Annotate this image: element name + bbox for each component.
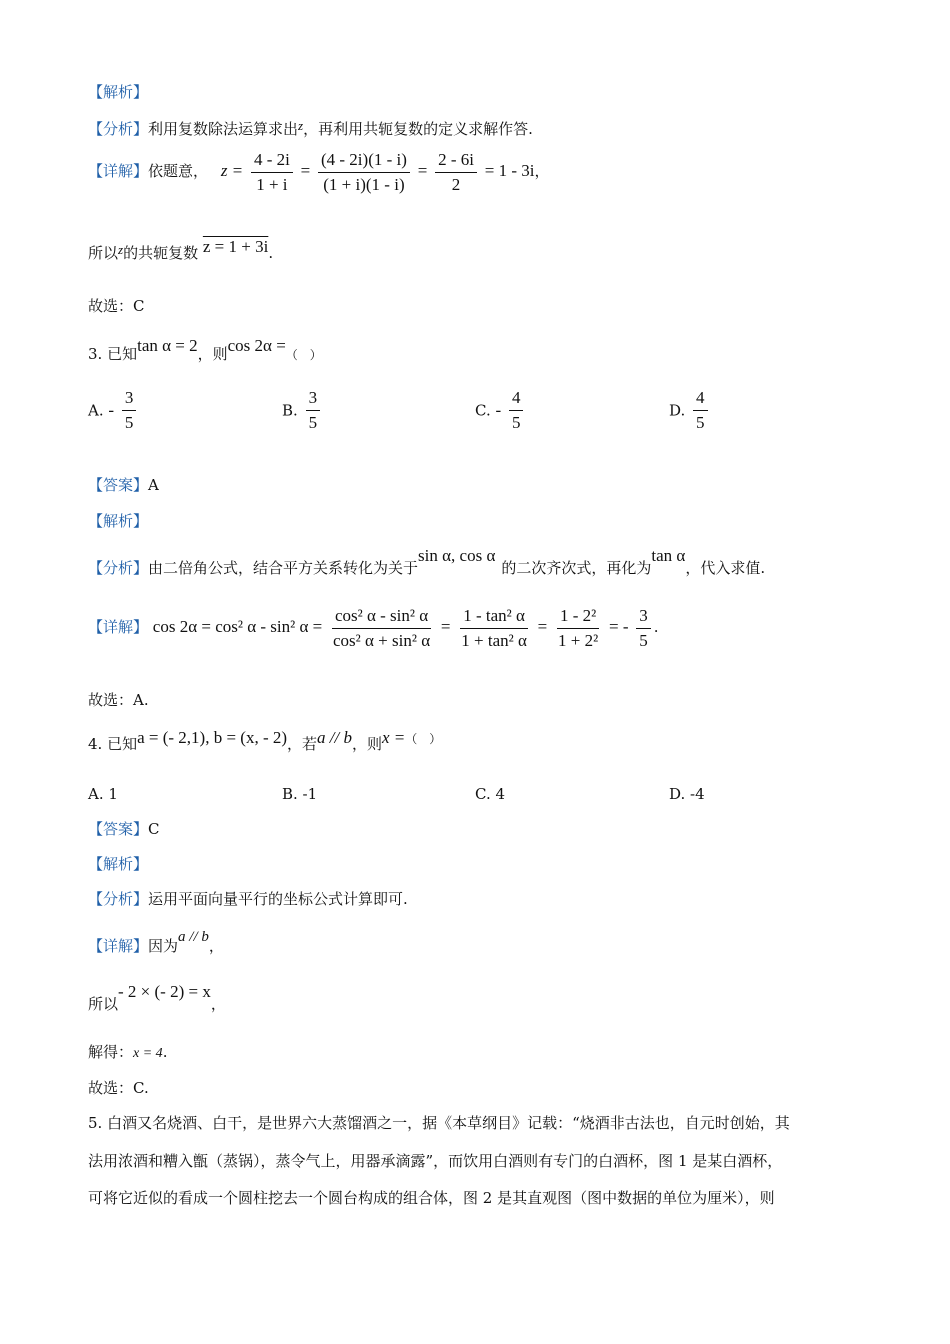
q3-option-b[interactable] [282, 388, 323, 433]
q4-stem-vectors: a = (- 2,1), b = (x, - 2) [137, 728, 288, 747]
q2-frac-3-num: 2 - 6i [435, 150, 477, 173]
q3-option-a[interactable] [88, 388, 139, 433]
q2-frac-2-den: (1 + i)(1 - i) [323, 174, 405, 194]
q4-option-b[interactable]: B. -1 [282, 785, 318, 803]
q4-stem-paren: （ ） [405, 732, 442, 746]
q3-detail-frac-3-num: 1 - 2² [557, 606, 599, 629]
q2-frac-1-den: 1 + i [256, 174, 288, 194]
q2-conj-expr: z = 1 + 3i [202, 237, 269, 256]
q2-conj-text-b: 的共轭复数 [123, 244, 199, 262]
q4-solve-text: 解得： [88, 1043, 134, 1061]
q2-frac-3 [435, 150, 477, 195]
q3-option-a-sign: - [108, 400, 115, 420]
q3-option-c-label: C. [475, 401, 491, 420]
q4-answer-tag: 【答案】 [88, 820, 149, 838]
q3-option-a-den: 5 [124, 413, 134, 432]
q2-analysis-text-a: 利用复数除法运算求出 [148, 120, 299, 138]
q3-option-b-num: 3 [306, 388, 321, 411]
q3-detail: 【详解】 cos 2α = cos² α - sin² α = $\frac{\text{cos² α - sin² α}}{\text{cos² α + sin² α}}$ = $\frac{\text{1 - tan² α}}{\text{1 + tan² α}}$ = $\frac{\text{1 - 2²}}{\text{1 + 2²}}$ = - $\frac{3}{5}$ . [88, 605, 659, 650]
q3-final-answer: 故选：A. [88, 691, 149, 709]
q3-analysis-tag: 【分析】 [88, 559, 149, 577]
q2-frac-3-den: 2 [451, 174, 461, 194]
q4-analysis-text: 运用平面向量平行的坐标公式计算即可. [148, 890, 408, 908]
q5-line-3: 可将它近似的看成一个圆柱挖去一个圆台构成的组合体，图 2 是其直观图（图中数据的单位为厘米），则 [88, 1189, 775, 1207]
q3-answer-line [88, 475, 159, 495]
q3-stem-a: 3. 已知 [88, 345, 138, 363]
q2-frac-2 [318, 150, 410, 195]
q3-option-a-label: A. [88, 401, 104, 420]
q4-solve-expr: x = 4 [133, 1046, 163, 1061]
q2-frac-2-num: (4 - 2i)(1 - i) [318, 150, 410, 173]
q3-detail-frac-2-num: 1 - tan² α [460, 606, 528, 629]
q4-stem-c: ，则 [352, 735, 383, 753]
q3-option-c-sign: - [495, 400, 502, 420]
q2-analysis-tag: 【分析】 [88, 120, 149, 138]
q3-analysis-expr2: tan α [651, 546, 686, 565]
q4-detail-expr: a // b [178, 929, 209, 945]
q3-analysis-text-a: 由二倍角公式，结合平方关系转化为关于 [148, 559, 419, 577]
q4-therefore-comma: ， [210, 995, 226, 1013]
q4-answer-line [88, 819, 160, 839]
q4-therefore-expr: - 2 × (- 2) = x [118, 982, 211, 1001]
q2-jiexi-label: 【解析】 [88, 83, 149, 101]
q3-detail-tag: 【详解】 [88, 618, 149, 636]
q3-option-d-den: 5 [696, 413, 705, 432]
q2-analysis [88, 116, 533, 139]
q2-comma: ， [534, 162, 550, 180]
q3-analysis-text-b: 的二次齐次式，再化为 [501, 559, 652, 577]
q3-option-d[interactable] [669, 388, 711, 433]
q2-frac-1 [251, 150, 293, 195]
q2-analysis-var: z [298, 118, 304, 133]
q2-conj-text-a: 所以 [88, 244, 119, 262]
q3-stem-paren: （ ） [285, 348, 322, 362]
q4-stem-a: 4. 已知 [88, 735, 138, 753]
q3-option-c-den: 5 [511, 413, 521, 432]
q3-option-b-label: B. [282, 401, 298, 420]
q4-solve [88, 1042, 167, 1064]
q4-analysis [88, 889, 408, 909]
q3-analysis [88, 546, 766, 577]
q3-stem [88, 336, 322, 363]
q3-detail-lhs: cos 2α = cos² α - sin² α = [152, 617, 323, 636]
q2-answer: 故选：C [88, 297, 145, 315]
q4-jiexi-label: 【解析】 [88, 855, 149, 873]
q3-detail-frac-3-den: 1 + 2² [558, 630, 599, 650]
q4-analysis-tag: 【分析】 [88, 890, 149, 908]
q4-detail-comma: ， [208, 937, 224, 955]
q3-analysis-text-c: ，代入求值. [685, 559, 766, 577]
q3-jiexi-label: 【解析】 [88, 512, 149, 530]
q3-analysis-expr: sin α, cos α [418, 546, 496, 565]
q4-stem [88, 728, 442, 753]
q2-eq-tail: = 1 - 3i [484, 161, 535, 180]
q3-stem-b: ，则 [197, 345, 228, 363]
q3-detail-result-num: 3 [636, 606, 651, 629]
q4-detail-tag: 【详解】 [88, 937, 149, 955]
q3-stem-expr: cos 2α = [227, 336, 286, 355]
q4-detail-text: 因为 [148, 937, 179, 955]
q2-eq-z: z = [220, 161, 244, 180]
q3-option-c-num: 4 [509, 388, 524, 411]
q3-detail-frac-2-den: 1 + tan² α [461, 630, 527, 650]
q4-stem-parallel: a // b [317, 728, 352, 747]
q3-option-b-den: 5 [308, 413, 318, 432]
q4-option-a[interactable]: A. 1 [88, 785, 118, 803]
q4-final-answer: 故选：C. [88, 1079, 149, 1097]
q2-detail-tag: 【详解】 [88, 162, 149, 180]
q2-conjugate [88, 237, 274, 263]
q4-therefore-text: 所以 [88, 995, 119, 1013]
q3-answer-value: A [148, 476, 159, 494]
q2-conj-period: . [268, 244, 274, 262]
q4-answer-value: C [148, 820, 160, 838]
q4-option-c[interactable]: C. 4 [475, 785, 506, 803]
q3-detail-eq: = - [609, 617, 629, 636]
q3-option-c[interactable] [475, 388, 526, 433]
q3-option-d-label: D. [669, 401, 686, 420]
q2-conj-var: z [118, 242, 124, 257]
q4-stem-b: ，若 [287, 735, 318, 753]
q3-detail-frac-1-den: cos² α + sin² α [333, 630, 431, 650]
q2-frac-1-num: 4 - 2i [251, 150, 293, 173]
q4-stem-x: x = [382, 728, 406, 747]
q4-option-d[interactable]: D. -4 [669, 785, 705, 803]
q3-detail-frac-1-num: cos² α - sin² α [332, 606, 431, 629]
q5-line-2: 法用浓酒和糟入甑（蒸锅），蒸令气上，用器承滴露”，而饮用白酒则有专门的白酒杯，图 1 是某白酒杯， [88, 1152, 783, 1170]
q5-line-1: 5. 白酒又名烧酒、白干，是世界六大蒸馏酒之一，据《本草纲目》记载：“烧酒非古法也，自元时创始，其 [88, 1114, 790, 1132]
q3-answer-tag: 【答案】 [88, 476, 149, 494]
q3-detail-result-den: 5 [639, 630, 648, 650]
q4-therefore [88, 982, 226, 1013]
q3-option-a-num: 3 [122, 388, 137, 411]
q4-detail [88, 926, 224, 955]
q3-option-d-num: 4 [693, 388, 708, 411]
q2-detail: 【详解】依题意， z = $\frac{4 - 2i}{1 + i}$ = $\frac{(4 - 2i)(1 - i)}{(1 + i)(1 - i)}$ = $\frac{2 - 6i}{2}$ = 1 - 3i， [88, 149, 550, 194]
q4-solve-period: . [162, 1043, 168, 1061]
q3-stem-cond: tan α = 2 [137, 336, 198, 355]
q2-detail-text: 依题意， [148, 162, 209, 180]
q2-analysis-text-b: ，再利用共轭复数的定义求解作答. [303, 120, 533, 138]
